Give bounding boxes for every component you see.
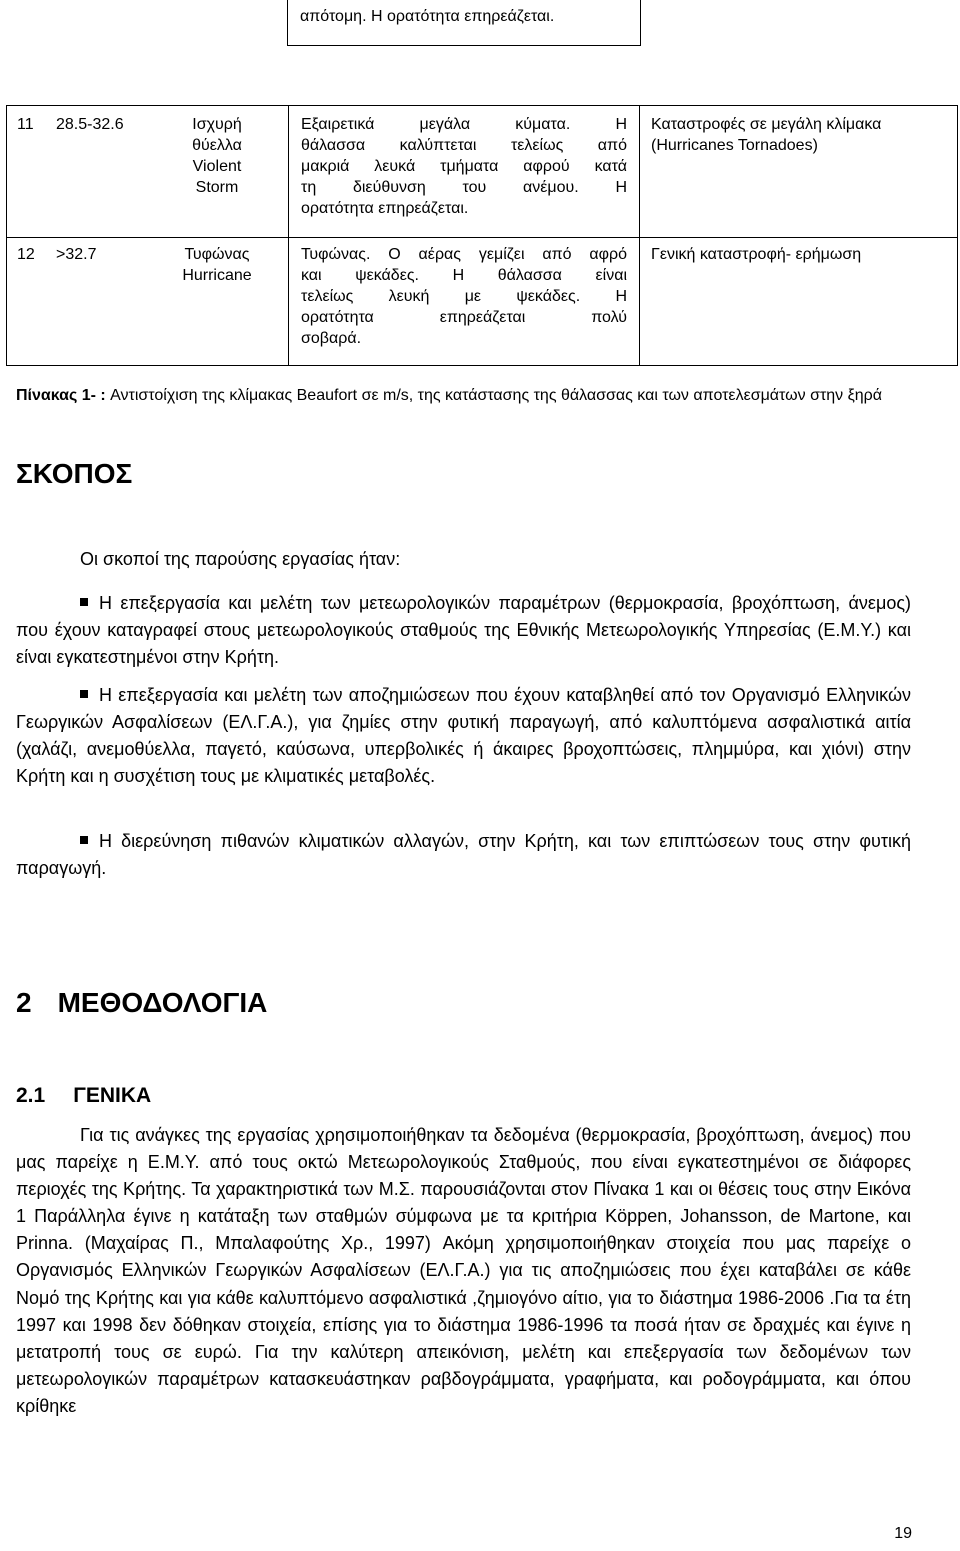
aim-bullet-text: Η διερεύνηση πιθανών κλιματικών αλλαγών, στην Κρήτη, και των επιπτώσεων τους στην φυτική παραγωγή. (16, 831, 911, 878)
table-divider (7, 237, 957, 238)
section-number: 2 (16, 987, 32, 1018)
wind-name-line: Hurricane (182, 267, 252, 284)
land-effects (651, 244, 951, 265)
sea-state-line: τη διεύθυνση του ανέμου. Η (301, 179, 627, 196)
table-continuation-text: απότομη. Η ορατότητα επηρεάζεται. (300, 8, 555, 25)
aim-bullet-text: Η επεξεργασία και μελέτη των αποζημιώσεων που έχουν καταβληθεί από τον Οργανισμό Ελληνικών Γεωργικών Ασφαλίσεων (ΕΛ.Γ.Α.), για ζημίες στην φυτική παραγωγή, από καλυπτόμενα ασφαλιστικά αιτία (χαλάζι, ανεμοθύελλα, παγετό, καύσωνα, υπερβολικές ή άκαιρες βροχοπτώσεις, πλημμύρα, και χιόνι) στην Κρήτη και η συσχέτιση τους με κλιματικές μεταβολές. (16, 685, 911, 786)
table-continuation-cell (287, 0, 641, 46)
table-caption (16, 384, 916, 407)
beaufort-table (6, 105, 958, 366)
sea-state-line: ορατότητα επηρεάζεται. (301, 200, 469, 217)
wind-name (157, 244, 277, 286)
land-effects-line: (Hurricanes Tornadoes) (651, 137, 818, 154)
land-effects (651, 114, 951, 156)
square-bullet-icon (80, 598, 88, 606)
sea-state-line: και ψεκάδες. Η θάλασσα είναι (301, 267, 627, 284)
general-paragraph (16, 1122, 911, 1420)
table-divider (288, 106, 289, 365)
sea-state-line: θάλασσα καλύπτεται τελείως από (301, 137, 627, 154)
sea-state-line: ορατότητα επηρεάζεται πολύ (301, 309, 627, 326)
wind-name-line: Storm (195, 179, 239, 196)
sea-state (301, 114, 627, 219)
wind-name-line: Τυφώνας (184, 246, 250, 263)
table-caption-sep: : (95, 387, 111, 404)
aim-bullet-item (16, 682, 911, 790)
table-caption-text: Αντιστοίχιση της κλίμακας Beaufort σε m/s, της κατάστασης της θάλασσας και των αποτελεσμάτων στην ξηρά (110, 387, 883, 404)
square-bullet-icon (80, 836, 88, 844)
sea-state-line: μακριά λευκά τμήματα αφρού κατά (301, 158, 627, 175)
sea-state-line: Εξαιρετικά μεγάλα κύματα. Η (301, 116, 627, 133)
beaufort-number: 12 (17, 246, 35, 263)
wind-name-line: Violent (192, 158, 242, 175)
land-effects-line: Γενική καταστροφή- ερήμωση (651, 246, 862, 263)
sea-state-line: τελείως λευκή με ψεκάδες. Η (301, 288, 627, 305)
wind-name-line: Ισχυρή (192, 116, 242, 133)
aims-lead: Οι σκοποί της παρούσης εργασίας ήταν: (80, 549, 401, 569)
section-heading-method (16, 987, 267, 1019)
aim-bullet-item (16, 828, 911, 882)
sea-state (301, 244, 627, 349)
wind-name (157, 114, 277, 198)
subsection-number: 2.1 (16, 1084, 46, 1107)
wind-speed: >32.7 (56, 246, 97, 263)
section-title: ΜΕΘΟΔΟΛΟΓΙΑ (57, 987, 268, 1018)
aim-bullet-text: Η επεξεργασία και μελέτη των μετεωρολογικών παραμέτρων (θερμοκρασία, βροχόπτωση, άνεμος) που έχουν καταγραφεί στους μετεωρολογικούς σταθμούς της Εθνικής Μετεωρολογικής Υπηρεσίας (Ε.Μ.Υ.) και είναι εγκατεστημένοι στην Κρήτη. (16, 593, 911, 667)
wind-speed: 28.5-32.6 (56, 116, 124, 133)
wind-name-line: θύελλα (192, 137, 242, 154)
table-divider (639, 106, 640, 365)
table-caption-label: Πίνακας 1- (16, 387, 96, 404)
page-number: 19 (894, 1525, 912, 1542)
general-paragraph-text: Για τις ανάγκες της εργασίας χρησιμοποιήθηκαν τα δεδομένα (θερμοκρασία, βροχόπτωση, άνεμος) που μας παρείχε η Ε.Μ.Υ. από τους οκτώ Μετεωρολογικούς Σταθμούς, που είναι εγκατεστημένοι σε διάφορες περιοχές της Κρήτης. Τα χαρακτηριστικά των Μ.Σ. παρουσιάζονται στον Πίνακα 1 και οι θέσεις τους στην Εικόνα 1 Παράλληλα έγινε η κατάταξη των σταθμών σύμφωνα με τα κριτήρια Köppen, Johansson, de Martone, και Prinna. (Μαχαίρας Π., Μπαλαφούτης Χρ., 1997) Ακόμη χρησιμοποιήθηκαν στοιχεία που μας παρείχε ο Οργανισμός Ελληνικών Γεωργικών Ασφαλίσεων (ΕΛ.Γ.Α.) για τις αποζημιώσεις που έχει καταβάλει σε κάθε Νομό της Κρήτης και για κάθε καλυπτόμενο ασφαλιστικά ,ζημιογόνο αίτιο, για το διάστημα 1986-2006 .Για τα έτη 1997 και 1998 δεν δόθηκαν στοιχεία, επίσης για το διάστημα 1986-1996 τα ποσά ήταν σε δραχμές και έγινε η μετατροπή τους σε ευρώ. Για την καλύτερη απεικόνιση, μελέτη και επεξεργασία των δεδομένων των μετεωρολογικών παραμέτρων κατασκευάστηκαν ραβδογράμματα, γραφήματα, και ροδογράμματα, και όπου κρίθηκε (16, 1125, 911, 1416)
sea-state-line: σοβαρά. (301, 330, 362, 347)
square-bullet-icon (80, 690, 88, 698)
aim-bullet-item (16, 590, 911, 671)
subsection-heading-general (16, 1084, 151, 1108)
beaufort-number: 11 (17, 116, 34, 133)
section-heading-skopos: ΣΚΟΠΟΣ (16, 458, 133, 489)
sea-state-line: Τυφώνας. Ο αέρας γεμίζει από αφρό (301, 246, 627, 263)
land-effects-line: Καταστροφές σε μεγάλη κλίμακα (651, 116, 882, 133)
subsection-title: ΓΕΝΙΚΑ (73, 1084, 152, 1107)
